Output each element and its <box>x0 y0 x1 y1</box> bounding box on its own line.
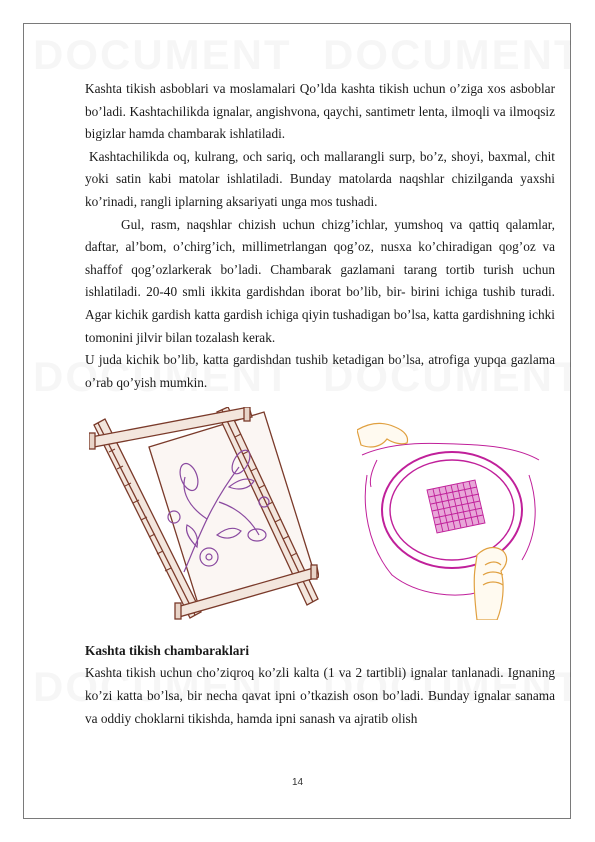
round-hoop-illustration <box>357 415 542 620</box>
page-number: 14 <box>291 777 304 788</box>
embroidery-frame-illustration <box>89 407 319 622</box>
paragraph-intro: Kashta tikish asboblari va moslamalari Qo’lda kashta tikish uchun o’ziga xos asboblar bo’ladi. Kashtachilikda ignalar, angishvona, qaychi, santimetr lenta, ilmoqli va ilmoqsiz bigizlar hamda chambarak ishlatiladi. <box>85 81 555 142</box>
paragraph-needles: Kashta tikish uchun cho’ziqroq ko’zli kalta (1 va 2 tartibli) ignalar tanlanadi. Ignaning ko’zi katta bo’lsa, bir necha qavat ipni o’tkazish oson bo’ladi. Bunday ignalar sanama va oddiy choklarni tikishda, hamda ipni sanash va ajratib olish <box>85 665 555 726</box>
page-content <box>85 78 555 730</box>
paragraph-drawing-tools: Gul, rasm, naqshlar chizish uchun chizg’ichlar, yumshoq va qattiq qalamlar, daftar, al’bom, o’chirg’ich, millimetrlangan qog’oz, nusxa ko’chiradigan qog’oz va shaffof qog’ozlarkerak bo’ladi. Chambarak gazlamani tarang tortib turish uchun ishlatiladi. 20-40 smli ikkita gardishdan iborat bo’lib, bir- birini ichiga tushib turadi. Agar kichik gardish katta gardish ichiga qiyin tushadigan bo’lsa, katta gardishning ichki tomonini jilvir bilan tozalash kerak. <box>85 216 555 345</box>
figures <box>85 407 555 637</box>
paragraph-fabrics: Kashtachilikda oq, kulrang, och sariq, och mallarangli surp, bo’z, shoyi, baxmal, chit yoki satin kabi matolar ishlatiladi. Bunday matolarda naqshlar chizilganda yaxshi ko’rinadi, rangli iplarning aksariyati unga mos tushadi. <box>85 148 555 209</box>
paragraph-small-hoop: U juda kichik bo’lib, katta gardishdan tushib ketadigan bo’lsa, atrofiga yupqa gazlama o’rab qo’yish mumkin. <box>85 352 555 390</box>
figure-caption: Kashta tikish chambaraklari <box>85 643 250 659</box>
